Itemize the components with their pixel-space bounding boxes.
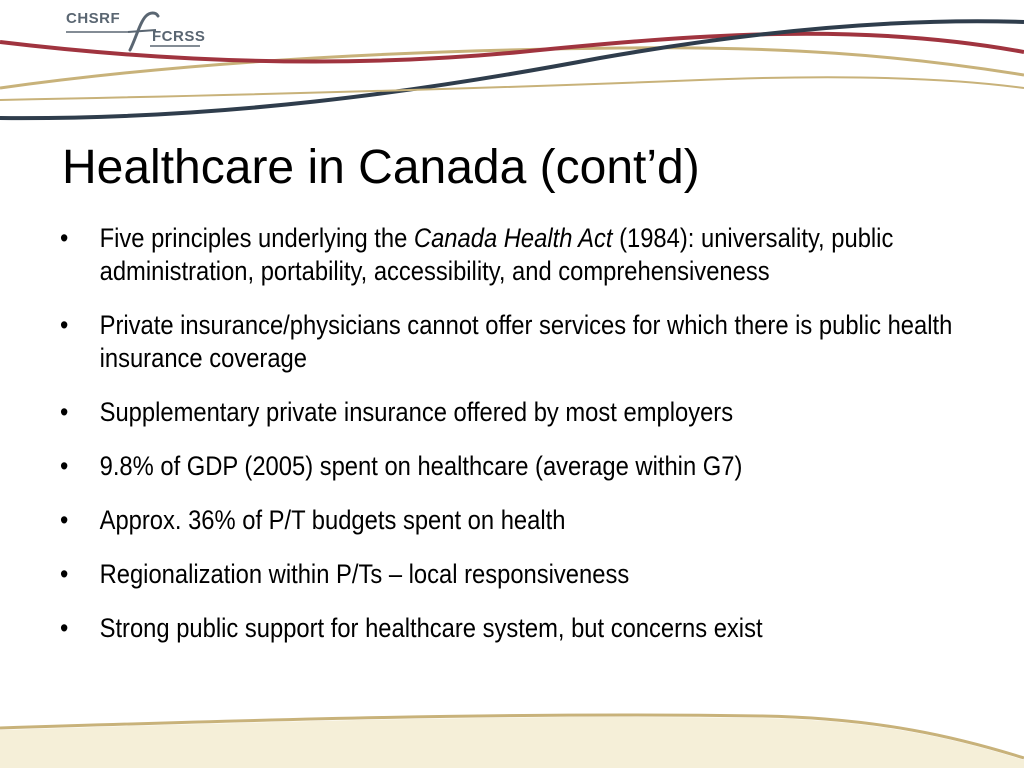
chsrf-fcrss-logo	[66, 8, 206, 52]
bullet-text-before: Five principles underlying the	[99, 223, 414, 253]
bullet-text: Private insurance/physicians cannot offer services for which there is public health insurance coverage	[99, 310, 953, 373]
bullet-dot: •	[60, 559, 69, 589]
bullet-item	[60, 558, 997, 591]
bullet-dot: •	[60, 397, 69, 427]
bullet-item	[60, 612, 997, 645]
bullet-dot: •	[60, 613, 69, 643]
bullet-text: Approx. 36% of P/T budgets spent on health	[99, 505, 566, 535]
bullet-text-after: (1984): universality, public administration, portability, accessibility, and comprehensiveness	[99, 223, 894, 286]
gold-swoosh-bottom	[0, 77, 1024, 100]
slide-title: Healthcare in Canada (cont’d)	[62, 141, 700, 194]
logo-text-fcrss: FCRSS	[152, 28, 206, 45]
bullet-list	[60, 222, 997, 666]
bullet-dot: •	[60, 223, 69, 253]
footer-swoosh-decoration	[0, 700, 1024, 768]
bullet-text: Regionalization within P/Ts – local responsiveness	[99, 559, 630, 589]
logo-text-chsrf: CHSRF	[66, 10, 121, 27]
bullet-text-italic: Canada Health Act	[413, 223, 613, 253]
bullet-dot: •	[60, 451, 69, 481]
bullet-dot: •	[60, 310, 69, 340]
bullet-item	[60, 396, 997, 429]
bullet-text: Strong public support for healthcare system, but concerns exist	[99, 613, 763, 643]
bullet-dot: •	[60, 505, 69, 535]
bullet-text: Supplementary private insurance offered by most employers	[99, 397, 734, 427]
bullet-item	[60, 450, 997, 483]
bullet-item	[60, 222, 997, 288]
bullet-text: 9.8% of GDP (2005) spent on healthcare (average within G7)	[99, 451, 743, 481]
bullet-item	[60, 504, 997, 537]
bullet-item	[60, 309, 997, 375]
